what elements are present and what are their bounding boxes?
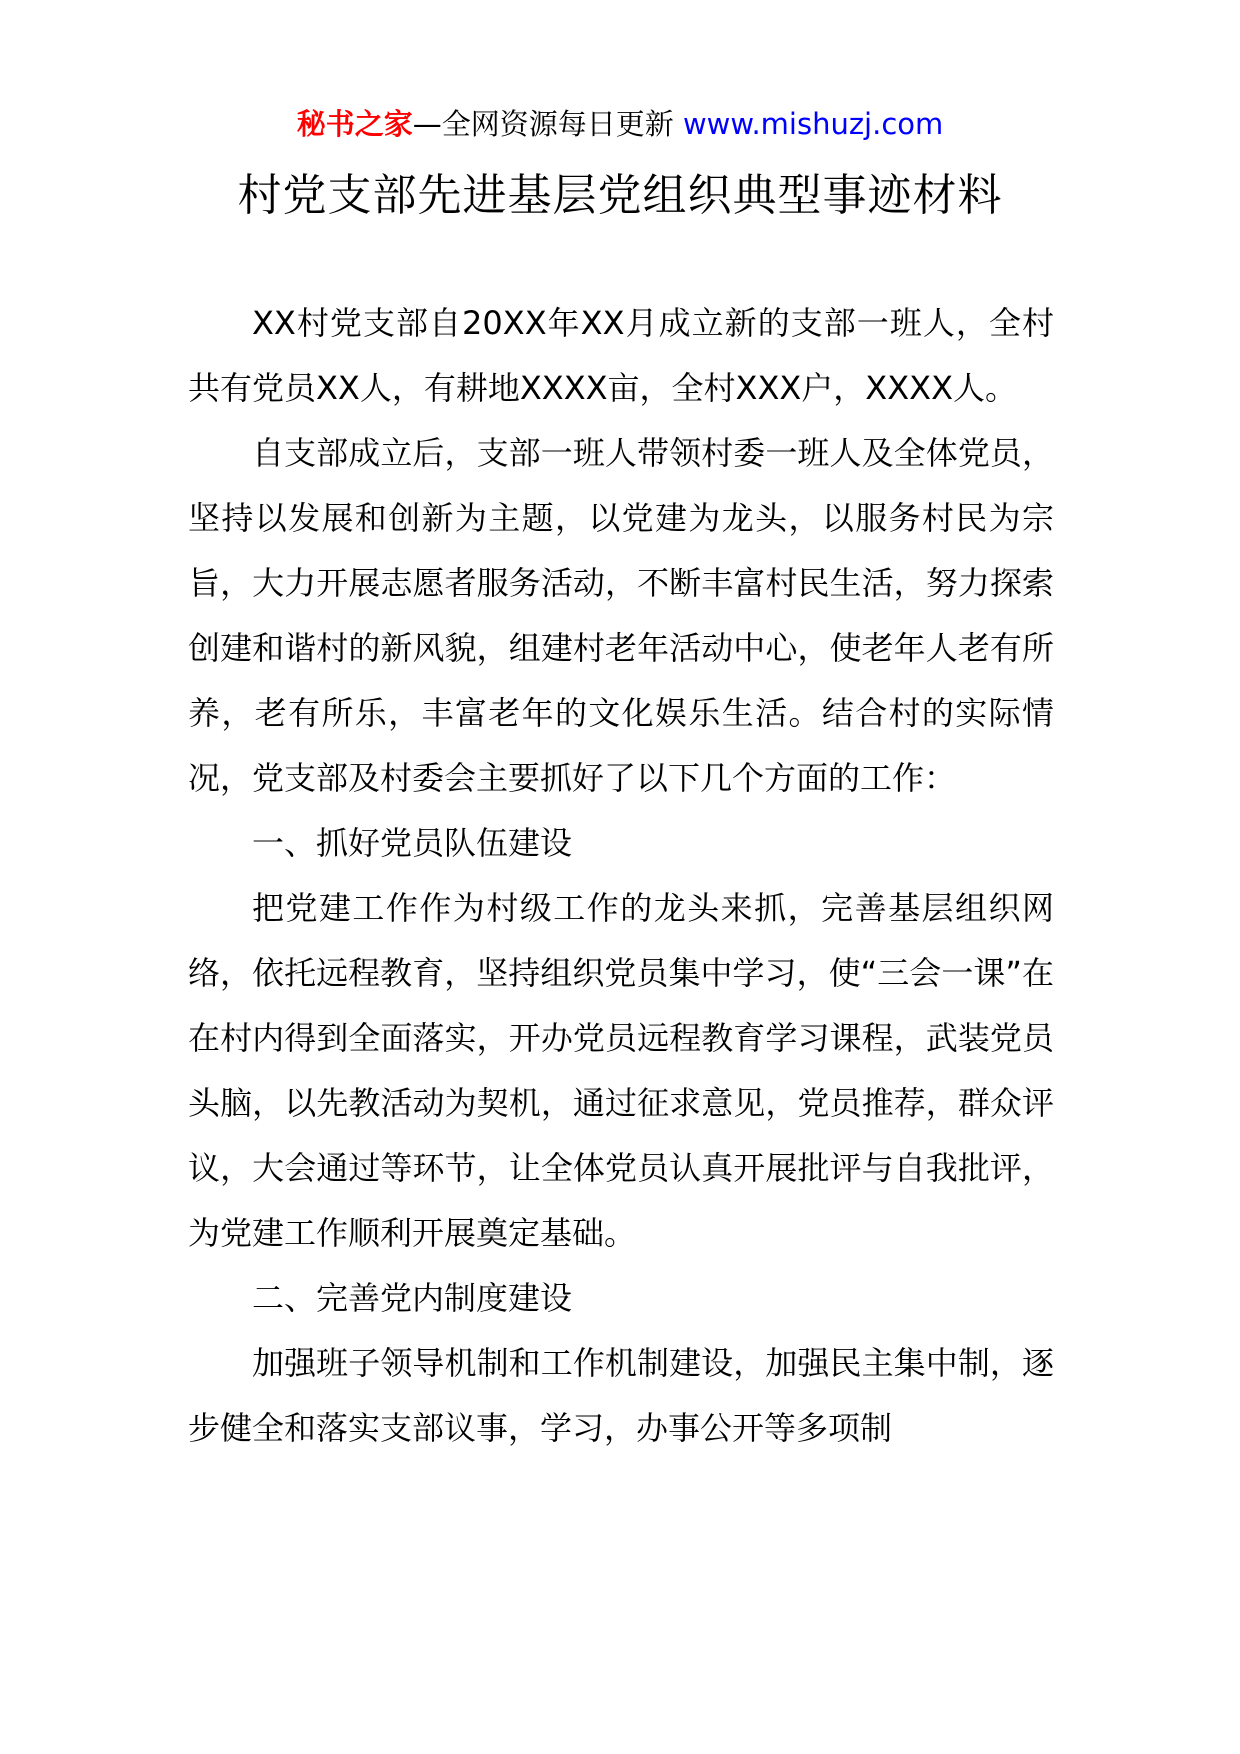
paragraph-section-1: 把党建工作作为村级工作的龙头来抓，完善基层组织网络，依托远程教育，坚持组织党员集中学习，使“三会一课”在在村内得到全面落实，开办党员远程教育学习课程，武装党员头脑，以先教活动为契机，通过征求意见，党员推荐，群众评议，大会通过等环节，让全体党员认真开展批评与自我批评，为党建工作顺利开展奠定基础。	[188, 889, 1054, 1252]
paragraph-overview: 自支部成立后，支部一班人带领村委一班人及全体党员，坚持以发展和创新为主题，以党建为龙头，以服务村民为宗旨，大力开展志愿者服务活动，不断丰富村民生活，努力探索创建和谐村的新风貌，组建村老年活动中心，使老年人老有所养，老有所乐，丰富老年的文化娱乐生活。结合村的实际情况，党支部及村委会主要抓好了以下几个方面的工作：	[188, 434, 1054, 797]
site-header	[0, 102, 1240, 146]
section-heading-1: 一、抓好党员队伍建设	[252, 824, 573, 862]
site-url[interactable]: www.mishuzj.com	[682, 107, 944, 141]
section-heading-2: 二、完善党内制度建设	[252, 1279, 573, 1317]
site-brand: 秘书之家	[296, 107, 413, 141]
site-tagline: —全网资源每日更新	[412, 107, 683, 141]
document-title: 村党支部先进基层党组织典型事迹材料	[237, 170, 1003, 221]
paragraph-intro: XX村党支部自20XX年XX月成立新的支部一班人，全村共有党员XX人，有耕地XXXX亩，全村XXX户，XXXX人。	[188, 304, 1054, 407]
paragraph-section-2: 加强班子领导机制和工作机制建设，加强民主集中制，逐步健全和落实支部议事，学习，办事公开等多项制	[188, 1344, 1054, 1447]
document-body	[188, 291, 1054, 1461]
